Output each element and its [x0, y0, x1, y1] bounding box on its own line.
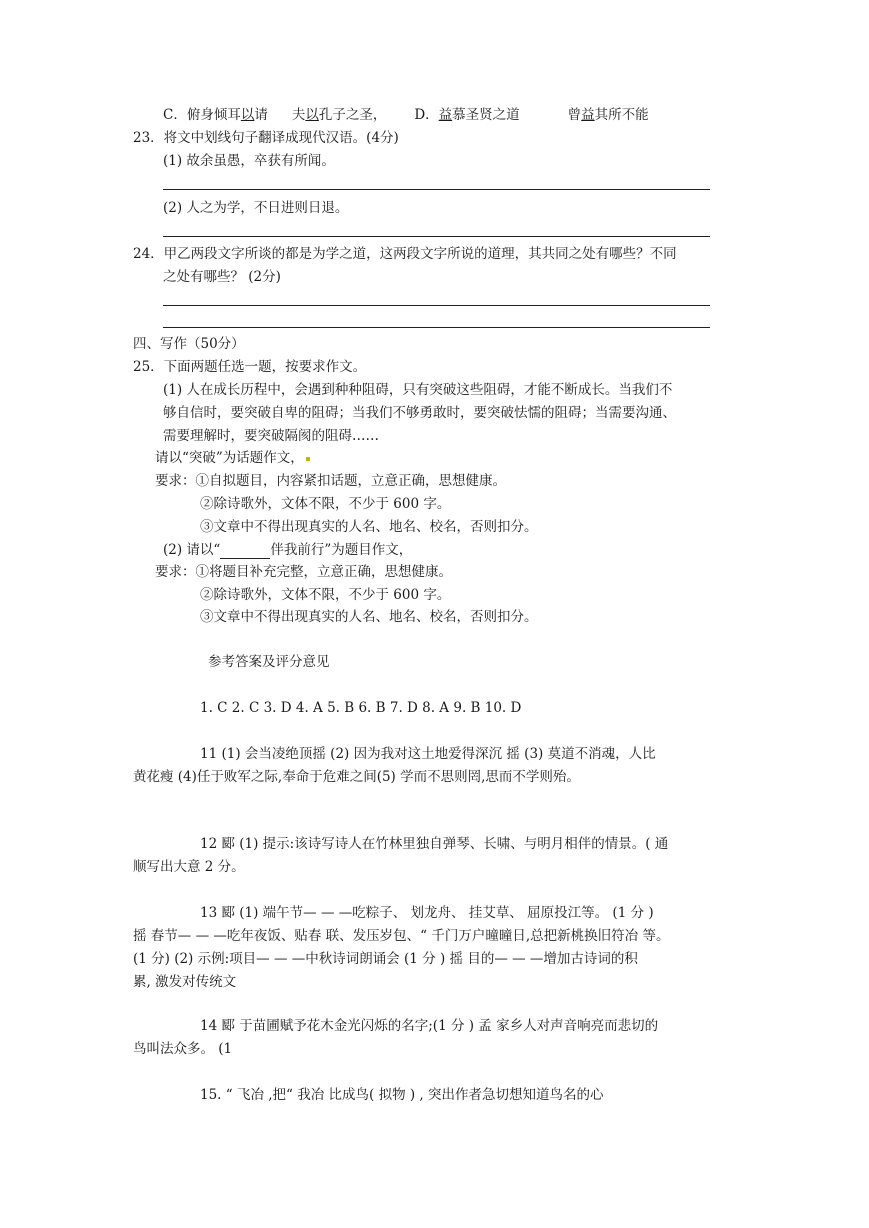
option-d: D．益慕圣贤之道 — [414, 107, 520, 123]
answer-15: 15. “ 飞冶 ,把“ 我冶 比成鸟( 拟物 ) , 突出作者急切想知道鸟名的心 — [200, 1087, 604, 1103]
requirement-2c: ③文章中不得出现真实的人名、地名、校名，否则扣分。 — [200, 609, 538, 625]
answers-heading: 参考答案及评分意见 — [208, 654, 330, 670]
option-c: C．俯身倾耳以请 — [163, 107, 268, 123]
question-25-title: 25．下面两题任选一题，按要求作文。 — [133, 359, 367, 375]
question-24-line-1: 24．甲乙两段文字所谈的都是为学之道，这两段文字所说的道理，其共同之处有哪些？不同 — [133, 246, 677, 262]
question-23-sentence-1: (1) 故余虽愚，卒获有所闻。 — [163, 153, 335, 169]
answers-multiple-choice: 1. C 2. C 3. D 4. A 5. B 6. B 7. D 8. A 9. B 10. D — [200, 700, 522, 716]
answer-13-line-4: 累, 激发对传统文 — [133, 974, 237, 990]
prompt-2: (2) 请以“ 伴我前行”为题目作文， — [163, 542, 413, 558]
answer-line — [163, 189, 710, 190]
question-23-sentence-2: (2) 人之为学，不日进则日退。 — [163, 200, 349, 216]
requirement-2a: 要求：①将题目补充完整，立意正确，思想健康。 — [155, 564, 452, 580]
answer-11-line-2: 黄花瘦 (4)任于败军之际,奉命于危难之间(5) 学而不思则罔,思而不学则殆。 — [133, 769, 580, 785]
prompt-1-line-2: 够自信时，要突破自卑的阻碍；当我们不够勇敢时，要突破怯懦的阻碍；当需要沟通、 — [163, 405, 676, 421]
question-23-title: 23．将文中划线句子翻译成现代汉语。(4分) — [133, 130, 399, 146]
title-blank — [220, 544, 270, 559]
topic-line: 请以“突破”为话题作文， — [155, 449, 310, 467]
answer-11-line-1: 11 (1) 会当凌绝顶摇 (2) 因为我对这土地爱得深沉 摇 (3) 莫道不消魂，人比 — [200, 746, 656, 762]
prompt-1-line-1: (1) 人在成长历程中，会遇到种种阻碍，只有突破这些阻碍，才能不断成长。当我们不 — [163, 382, 673, 398]
requirement-1c: ③文章中不得出现真实的人名、地名、校名，否则扣分。 — [200, 519, 538, 535]
prompt-1-line-3: 需要理解时，要突破隔阂的阻碍…… — [163, 428, 379, 444]
question-24-line-2: 之处有哪些？ (2分) — [163, 269, 281, 285]
marker-dot — [306, 457, 310, 461]
answer-12-line-2: 顺写出大意 2 分。 — [133, 859, 245, 875]
answer-line — [163, 327, 710, 328]
answer-13-line-2: 摇 春节— — —吃年夜饭、贴春 联、发压岁包、“ 千门万户曈曈日,总把新桃换旧符冶 等。 — [133, 928, 670, 944]
answer-12-line-1: 12 郾 (1) 提示:该诗写诗人在竹林里独自弹琴、长啸、与明月相伴的情景。( 通 — [200, 836, 669, 852]
answer-14-line-2: 鸟叫法众多。 (1 — [133, 1041, 233, 1057]
answer-13-line-1: 13 郾 (1) 端午节— — —吃粽子、 划龙舟、 挂艾草、 屈原投江等。 (1 分 ) — [200, 905, 654, 921]
section-writing-heading: 四、写作（50分） — [133, 336, 245, 352]
answer-line — [163, 236, 710, 237]
requirement-2b: ②除诗歌外，文体不限，不少于 600 字。 — [200, 587, 451, 603]
answer-14-line-1: 14 郾 于苗圃赋予花木金光闪烁的名字;(1 分 ) 孟 家乡人对声音响亮而悲切的 — [200, 1018, 659, 1034]
option-d2: 曾益其所不能 — [567, 107, 649, 123]
options-line — [163, 106, 649, 124]
answer-line — [163, 305, 710, 306]
answer-13-line-3: (1 分) (2) 示例:项目— — —中秋诗词朗诵会 (1 分 ) 摇 目的— — —增加古诗词的积 — [133, 951, 638, 967]
requirement-1a: 要求：①自拟题目，内容紧扣话题，立意正确，思想健康。 — [155, 473, 506, 489]
option-c2: 夫以孔子之圣， — [291, 107, 387, 123]
requirement-1b: ②除诗歌外，文体不限，不少于 600 字。 — [200, 496, 451, 512]
